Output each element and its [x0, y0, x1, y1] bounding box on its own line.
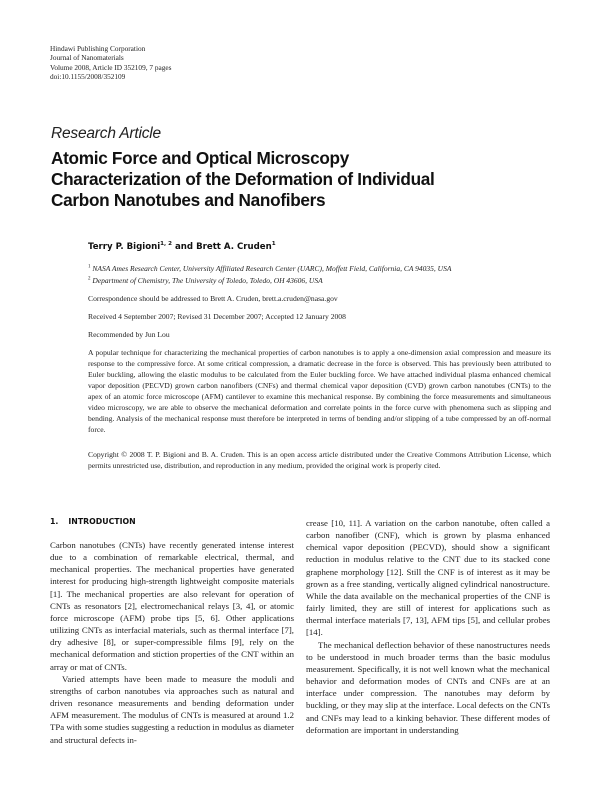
right-column	[306, 517, 550, 736]
author-list	[88, 242, 276, 252]
body-paragraph: crease [10, 11]. A variation on the carbon nanotube, often called a carbon nanofiber (CNF), which is grown by plasma enhanced chemical vapor deposition (PECVD), should show a significant reduction in modulus relative to the CNT due to its stacked cone graphene morphology [12]. Still the CNF is of interest as it may be grown as a free standing, vertically aligned cylindrical nanostructure. While the data available on the mechanical properties of the CNF is fairly limited, they are still of interest for applications such as thermal interface materials [7, 13], AFM tips [5], and cellular probes [14].	[306, 518, 550, 638]
body-paragraph: Varied attempts have been made to measure the moduli and strengths of carbon nanotubes via approaches such as natural and driven resonance measurements and bending deformation under AFM measurement. The modulus of CNTs is measured at around 1.2 TPa with some studies suggesting a reduction in modulus as diameter and structural defects in-	[50, 673, 294, 745]
affiliation-text: Department of Chemistry, The University of Toledo, Toledo, OH 43606, USA	[92, 276, 323, 285]
section-title: INTRODUCTION	[68, 517, 136, 526]
section-number: 1.	[50, 517, 59, 526]
copyright-notice: Copyright © 2008 T. P. Bigioni and B. A. Cruden. This is an open access article distributed under the Creative Commons Attribution License, which permits unrestricted use, distribution, and reproduction in any medium, provided the original work is properly cited.	[88, 450, 551, 471]
recommended-by: Recommended by Jun Lou	[88, 330, 170, 339]
journal-doi: doi:10.1155/2008/352109	[50, 72, 126, 82]
body-paragraph: The mechanical deflection behavior of these nanostructures needs to be understood in much broader terms than the basic modulus measurement. Specifically, it is not well known what the mechanical behavior and deformation modes of CNTs and CNFs are at an interface under compression. The nanotubes may deform by buckling, or they may slip at the interface. Local defects on the CNTs and CNFs may lead to a kinking behavior. These different modes of deformation are important in understanding	[306, 639, 550, 735]
title-line: Characterization of the Deformation of Individual	[51, 169, 435, 189]
affiliation	[88, 264, 451, 273]
left-column	[50, 539, 294, 746]
journal-info	[50, 44, 171, 82]
correspondence: Correspondence should be addressed to Brett A. Cruden, brett.a.cruden@nasa.gov	[88, 294, 338, 303]
title-line: Atomic Force and Optical Microscopy	[51, 148, 349, 168]
affiliation-marker: 1	[271, 241, 276, 248]
author-conjunction: and	[172, 242, 197, 252]
affiliation-text: NASA Ames Research Center, University Affiliated Research Center (UARC), Moffett Field, California, CA 94035, USA	[92, 264, 452, 273]
author-name: Brett A. Cruden	[196, 242, 272, 252]
journal-name: Journal of Nanomaterials	[50, 53, 124, 63]
abstract: A popular technique for characterizing the mechanical properties of carbon nanotubes is to apply a one-dimension axial compression and measure its response to the compressive force. At some critical compression, a dramatic decrease in the force is observed. This has previously been attributed to Euler buckling, allowing the elastic modulus to be calculated from the Euler buckling force. We have attached individual plasma enhanced chemical vapor deposition (PECVD) grown carbon nanofibers (CNFs) and thermal chemical vapor deposition (CVD) grown carbon nanotubes (CNTs) to the apex of an atomic force microscope (AFM) cantilever to examine this mechanical response. By combining the force measurements and simultaneous video microscopy, we are able to observe the mechanical deformation and correlate points in the force curve with phenomena such as slipping and bending. Analysis of the mechanical response must therefore be interpreted in terms of bending and/or slipping of a tube compressed by an off-normal force.	[88, 348, 551, 435]
affiliation-marker: 1, 2	[160, 241, 173, 248]
article-type: Research Article	[51, 125, 161, 142]
section-heading	[50, 517, 136, 526]
publication-dates: Received 4 September 2007; Revised 31 December 2007; Accepted 12 January 2008	[88, 312, 346, 321]
body-paragraph: Carbon nanotubes (CNTs) have recently generated intense interest due to a combination of remarkable electrical, thermal, and mechanical properties. The mechanical properties have generated interest for producing high-strength lightweight composite materials [1]. The mechanical properties are also relevant for operation of CNTs as resonators [2], electromechanical relays [3, 4], or atomic force microscope (AFM) probe tips [5, 6]. Other applications utilizing CNTs as interfacial materials, such as thermal interface [7], dry adhesive [8], or super-compressible films [9], rely on the mechanical deformation and stiction properties of the CNT within an array or mat of CNTs.	[50, 540, 294, 672]
affiliation	[88, 276, 323, 285]
author-name: Terry P. Bigioni	[88, 242, 161, 252]
paper-title	[51, 148, 521, 211]
title-line: Carbon Nanotubes and Nanofibers	[51, 190, 326, 210]
journal-volume: Volume 2008, Article ID 352109, 7 pages	[50, 62, 172, 72]
affiliation-number: 2	[88, 276, 91, 282]
affiliation-number: 1	[88, 264, 91, 270]
publisher-name: Hindawi Publishing Corporation	[50, 44, 146, 53]
